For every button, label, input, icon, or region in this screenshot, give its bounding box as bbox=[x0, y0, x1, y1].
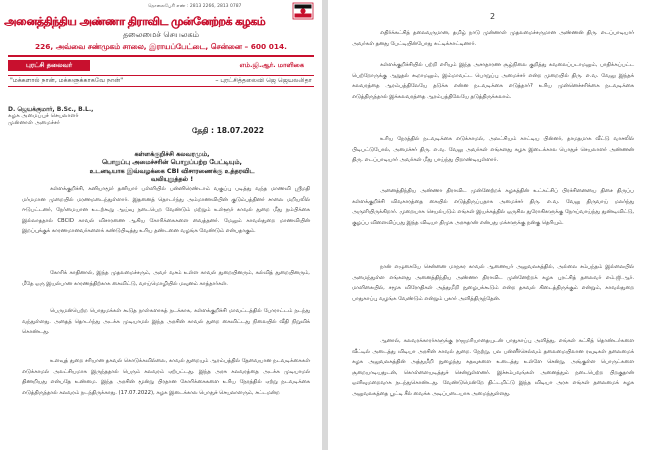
slogan-right: – புரட்சித்தலைவி ஜெ ஜெயலலிதா bbox=[215, 77, 312, 84]
body-paragraph-2: கோரிக் காதினால், இந்த முதலமைச்சரும், அவர் வசம் உள்ள காவல் துறையினரும், கல்வித் துறையினரும், மீதே ஒரு இயல்பான காரணத்திற்காக கைவிட்டு, வாய்மொழியில் மவுனம் காத்தார்கள். bbox=[22, 270, 310, 287]
letter-page-1 bbox=[0, 0, 322, 450]
body-paragraph-3: பெருமன்பெற்ற பொதுமக்கள் கூடுத நாள்களாகத் நடக்காக, கள்ளக்குறிச்சி மாவட்டத்தில் போராட்டம் நடந்து வந்துள்ளது. அதைத் தொடர்ந்து அடக்க முடியாமல் இந்த அரசின் காவல் துறை கைவிட்டது நிலையில் வீதி நிறுவிக் கொண்டது. bbox=[22, 308, 310, 336]
page2-paragraph-5: நான் எழுகையே சென்னை மாநகர காவல் ஆணையர் அலுவலகத்தில், அல்லை சம்பந்தம் இல்லையில் அமைந்துள்ள எங்களது அனைத்திந்திய அண்ணா திராவிட முன்னேற்றக் கழக புரட்சித் தலைவர் எம்.ஜி.ஆர். மாளிகையில், சமூக விரோதிகள் அத்துமீறி நுழைபக்கூடும் என்ற தகவல் கிடைத்திருக்கும் என்றும், காவல்துறை பாதுகாப்பு வழங்க வேண்டும் என்றும் புகார் அளித்திருந்தேன். bbox=[352, 264, 634, 302]
page2-paragraph-4: அனைத்திந்திய அண்ணா திராவிட முன்னேற்றக் கழகத்தின் உட்கட்சிப் பிரச்சினையை திசை திருப்ப கள்ளக்குறிச்சி விவகாரத்தை கையில் எடுத்திருப்பதாக அமைச்சர் திரு. எ.வ. வேலு திருவாய் மலர்ந்து அருளியிருக்கிறார். முறையாக செயல்படும் எங்கள் இயக்கத்தில் ஒருசில துரோகிகளுக்கு நோய்வாய்ந்து துண்டிவிட்டு, குழப்ப விளைவிப்பது இந்த விடியா திமுக அரசுதான் என்பது மக்களுக்கு நன்கு தெரியும். bbox=[352, 188, 634, 226]
page2-paragraph-2: கள்ளக்குறிச்சியில் பற்றி எரியும் இந்த அசாதாரண சூழ்நிலை குறித்து கவலைப்படாமலும், பாதிக்கப்பட்ட பெற்றோருக்கு ஆறுதல் கூறாமலும், இம்மாவட்ட பொறுப்பு அமைச்சர் என்ற முறையில் திரு. எ.வ. வேலு இந்தக் கலவரத்தை ஆரம்பத்திலேயே தடுக்க என்ன நடவடிக்கை எடுத்தார்? உரிய முன்னெச்சரிக்கை நடவடிக்கை எடுத்திருந்தால் இக்கலவரத்தை ஆரம்பத்திலேயே தடுத்திருக்கலாம். bbox=[352, 62, 634, 100]
page2-paragraph-1: எதிர்க்கட்சித் தலைவருமான, தமிழ் நாடு முன்னாள் முதலமைச்சருமான அண்ணன் திரு. எடப்பாடியார் அவர்கள் தனது பேட்டியின்போது சுட்டிக்காட்டினார். bbox=[352, 30, 634, 47]
letter-page-2 bbox=[328, 0, 650, 450]
leader-label: புரட்சி தலைவர் bbox=[8, 60, 90, 71]
header-divider bbox=[8, 55, 314, 57]
body-paragraph-4: உளவுத் துறை சரியான தகவல் கொடுக்கவில்லை, காவல் துறையும் ஆரம்பத்தில் தேவையான நடவடிக்கைகள் எடுக்காமல் அலட்சியமாக இருந்ததால் பெரும் கலவரம் ஏற்பட்டது. இந்த அரசு கலவரத்தை அடக்க முடியாமல் திணறியது என்பதே உண்மை. இந்த அரசின் மூன்று பிரதான கோரிக்கைகளை உரிய நேரத்தில் ஏற்று நடவடிக்கை எடுத்திருந்தால் கலவரம் நடந்திருக்காது. (17.07.2022), கழக இடைக்கால பொதுச் செயலாளரும், சட்டமன்ற bbox=[22, 358, 310, 396]
sender-block bbox=[8, 106, 93, 127]
slogan-bar bbox=[8, 75, 314, 87]
sender-name: D. ஜெயக்குமார், B.Sc., B.L., bbox=[8, 106, 94, 113]
page2-paragraph-6: ஆனால், கலவரக்காரர்களுக்கு ராஜமரியாதையுடன் பாதுகாப்பு அளித்து, எங்கள் கட்சித் தொண்டர்களை வீட்டில் அடைத்து விடியா அரசின் காவல் துறை. நேற்று, பல பன்னீர்செல்வம் தலைமையிலான ரவுடிகள் தலைமைக் கழக அலுவலகத்தின் அத்துமீறி நுழைந்து கதவுகளை உடைத்து உள்ளே சென்று, அங்குள்ள பொருட்களை சூறையாடியதுடன், கொள்ளையடித்துச் சென்றுள்ளனர். இச்சம்பவங்கள் அனைத்தும் நடைபெற்ற பிறகுதான் ஒளிவுமறைவாக நடந்துகொண்டது. வேண்டுமென்றே திட்டமிட்டு இந்த விடியா அரசு எங்கள் தலைமைக் கழக அலுவலகத்தை பூட்டி சீல் வைக்க அடிப்படையாக அமைந்துள்ளது. bbox=[352, 338, 634, 397]
sender-former-role: முன்னாள் அமைச்சர் bbox=[8, 120, 60, 126]
subject-line-2: பொறுப்பு அமைச்சரின் பொறுப்பற்ற பேட்டியும், bbox=[102, 158, 242, 167]
office-title: தலைமைச் செயலகம் bbox=[122, 30, 200, 39]
letter-date: தேதி : 18.07.2022 bbox=[192, 126, 265, 135]
party-name-heading: அனைத்திந்திய அண்ணா திராவிட முன்னேற்றக் கழகம் bbox=[4, 14, 265, 28]
phone-numbers: தொலைபேசி எண் : 2813 2266, 2813 0787 bbox=[148, 4, 242, 9]
party-emblem-icon bbox=[292, 2, 314, 20]
sender-designation: கழக அமைப்புச் செயலாளர் bbox=[8, 113, 79, 119]
subject-line-3: உடனடியாக இவ்வழக்கை CBI விசாரணைக்கு உத்தரவிட வலியுறுத்தல் ! bbox=[89, 166, 255, 184]
page2-paragraph-3: உரிய நேரத்தில் நடவடிக்கை எடுக்காமல், அலட்சியம் காட்டிய பின்னர், தாமதமாக வீட்டு வாசலில் பிடிபட்டுபோல், அமைச்சர் திரு. எ.வ. வேலு அவர்கள் எங்களது கழக இடைக்கால பொதுச் செயலாளர் அண்ணன் திரு. எடப்பாடியார் அவர்கள் மீது பாய்ந்து பிறாண்டியுள்ளார். bbox=[352, 136, 634, 164]
headquarters-band bbox=[8, 60, 314, 71]
body-paragraph-1: கள்ளக்குறிச்சி, கனியாமூர் தனியார் பள்ளியில் பன்னிரெண்டாம் வகுப்பு படித்து வந்த மாணவி ஸ்ரீமதி மர்மமான முறையில் மரணமடைந்துள்ளார். இதனைத் தொடர்ந்து அம்மாணவியின் குடும்பத்தினர் சாலை மறியலில் ஈடுபட்டனர், நேர்மையான உடற்கூறு ஆய்வு நடைபெற வேண்டும் மற்றும் உள்ளூர் காவல் துறை மீது நம்பிக்கை இல்லாததால் CBCID காவல் விசாரணை ஆகிய கோரிக்கைகளை வைத்தனர். மேலும் காவல்துறை மாணவியின் இறப்புக்குக் காரணமானவர்களைக் கண்டுபிடித்து உரிய தண்டனை வழங்க வேண்டும் என்பதாகும். bbox=[22, 186, 310, 235]
page-number: 2 bbox=[490, 12, 496, 21]
office-address: 226, அவ்வை சண்முகம் சாலை, இராயப்பேட்டை, சென்னை – 600 014. bbox=[35, 42, 287, 51]
slogan-left: "மக்களால் நான், மக்களுக்காகவே நான்" bbox=[10, 77, 124, 84]
headquarters-name: எம்.ஜி.ஆர். மாளிகை bbox=[239, 61, 304, 69]
subject-line-1: கள்ளக்குறிச்சி கலவரமும், bbox=[134, 150, 210, 158]
subject-block bbox=[72, 150, 272, 184]
